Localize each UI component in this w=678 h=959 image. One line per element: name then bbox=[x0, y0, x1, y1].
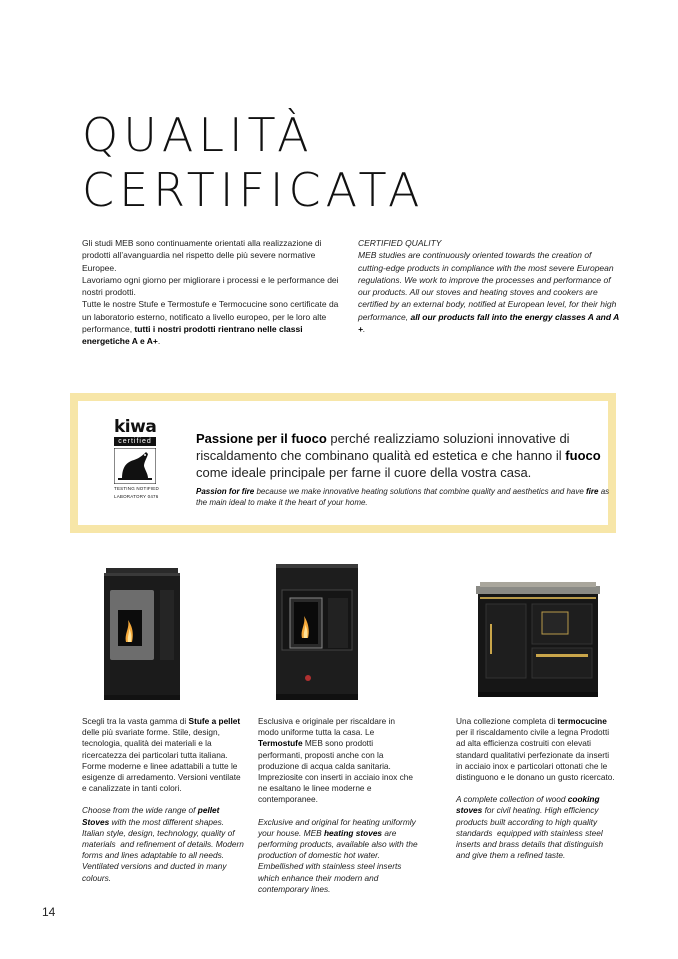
intro-english bbox=[358, 237, 631, 335]
intro-it-p1: Gli studi MEB sono continuamente orientati alla realizzazione di prodotti all’avanguardia nel rispetto delle più severe normative Europee. bbox=[82, 238, 322, 273]
passion-en-bold-2: fire bbox=[586, 487, 599, 496]
product-1-en-pre: Choose from the wide range of bbox=[82, 805, 198, 816]
passion-it-bold: Passione per il fuoco bbox=[196, 431, 327, 446]
kiwa-logo bbox=[114, 419, 164, 501]
product-2-en-post: are performing products, available also with the production of domestic hot water. Embellished with stainless steel inserts which enhance their modern and contemporary lines. bbox=[258, 827, 418, 894]
intro-it-p3 bbox=[82, 298, 348, 347]
product-1-text bbox=[82, 716, 247, 884]
kiwa-lab-line-1: TESTING NOTIFIED bbox=[114, 486, 159, 491]
intro-en-body bbox=[358, 249, 631, 335]
product-1-en-bold: pellet Stoves bbox=[82, 805, 222, 827]
kiwa-certified-label: certified bbox=[114, 437, 156, 446]
kiwa-lab-line-2: LABORATORY 0476 bbox=[114, 493, 159, 499]
product-1-en-post: with the most different shapes. Italian style, design, technology, quality of materials and refinement of details. Modern forms and lines adaptable to all needs. Ventilated versions and ducted in many colours. bbox=[82, 816, 247, 883]
title-line-2: CERTIFICATA bbox=[82, 163, 425, 217]
intro-it-p3-text: Tutte le nostre Stufe e Termostufe e Termocucine sono certificate da un laboratorio esterno, notificato a livello europeo, per le loro alte performance, bbox=[82, 299, 339, 335]
passion-en-text-2: as the main ideal to make it the heart of your home. bbox=[196, 487, 610, 507]
intro-en-heading: CERTIFIED QUALITY bbox=[358, 238, 442, 248]
product-2-it-pre: Esclusiva e originale per riscaldare in modo uniforme tutta la casa. Le bbox=[258, 716, 395, 738]
product-1-english bbox=[82, 805, 247, 883]
passion-it-text-1: perché realizziamo soluzioni innovative di riscaldamento che combinano qualità ed estetica e che hanno il bbox=[196, 431, 570, 463]
intro-en-body-text: MEB studies are continuously oriented towards the creation of cutting-edge products in compliance with the most severe European regulations. We work to improve the processes and performance of our products. All our stoves and heating stoves and cookers are certified by an external body, notified at European level, for their high performance, bbox=[358, 250, 631, 322]
product-2-en-pre: Exclusive and original for heating uniformly your house. MEB bbox=[258, 816, 416, 838]
product-2-english bbox=[258, 817, 418, 895]
intro-it-p3-bold: tutti i nostri prodotti rientrano nelle classi energetiche A e A+ bbox=[82, 324, 303, 347]
kiwa-animal-icon bbox=[114, 448, 156, 484]
title-line-1: QUALITÀ bbox=[82, 108, 314, 162]
page-title bbox=[82, 108, 425, 218]
cooking-stove-image bbox=[472, 580, 602, 700]
pellet-stove-image bbox=[98, 568, 186, 703]
kiwa-logo-text: kiwa bbox=[114, 417, 157, 437]
certification-banner-inner bbox=[78, 401, 608, 525]
passion-text-italian bbox=[196, 430, 606, 481]
product-3-it-post: per il riscaldamento civile a legna Prodotti ad alta efficienza costruiti con elevati standard qualitativi perfezionate da inserti in acciaio inox e particolari ottonati che le distinguono e le donano un gusto ricercato. bbox=[456, 727, 615, 783]
intro-en-end: . bbox=[362, 324, 366, 335]
passion-it-bold-2: fuoco bbox=[565, 448, 601, 463]
page-number: 14 bbox=[42, 905, 56, 919]
passion-en-bold: Passion for fire bbox=[196, 487, 255, 496]
intro-it-p2: Lavoriamo ogni giorno per migliorare i processi e le performance dei nostri prodotti. bbox=[82, 274, 339, 298]
product-1-it-bold: Stufe a pellet bbox=[188, 716, 241, 726]
product-1-it-post: delle più svariate forme. Stile, design, tecnologia, qualità dei materiali e la ricercatezza dei particolari tutta italiana. Forme moderne e linee adattabili a tutte le esigenze di arredamento. Versioni ventilate e canalizzate in tanti colori. bbox=[82, 727, 241, 794]
product-2-it-bold: Termostufe bbox=[258, 738, 303, 749]
heating-stove-image bbox=[272, 560, 362, 703]
product-2-it-post: MEB sono prodotti performanti, proposti anche con la produzione di acqua calda sanitaria. Impreziosite con inserti in acciaio inox che ne esaltano le linee moderne e contemporanee. bbox=[258, 738, 413, 805]
product-1-it-pre: Scegli tra la vasta gamma di bbox=[82, 716, 189, 726]
product-3-english bbox=[456, 794, 616, 861]
intro-it-p3-end: . bbox=[157, 336, 161, 347]
product-2-text bbox=[258, 716, 418, 895]
product-3-italian bbox=[456, 716, 616, 783]
product-3-en-post: for civil heating. High efficiency products built according to high quality standards equipped with stainless steel inserts and brass details that distinguish and give them a refined taste. bbox=[456, 805, 606, 861]
intro-italian bbox=[82, 237, 348, 348]
product-3-en-pre: A complete collection of wood bbox=[456, 794, 568, 805]
product-1-italian bbox=[82, 716, 247, 794]
passion-en-text-1: because we make innovative heating solutions that combine quality and aesthetics and have bbox=[254, 487, 587, 496]
intro-en-bold: all our products fall into the energy classes A and A + bbox=[358, 311, 619, 335]
certification-banner bbox=[70, 393, 616, 533]
passion-text-english bbox=[196, 486, 616, 508]
product-2-italian bbox=[258, 716, 418, 806]
product-3-text bbox=[456, 716, 616, 861]
passion-it-text-2: come ideale principale per farne il cuore della vostra casa. bbox=[196, 465, 532, 480]
product-3-en-bold: cooking stoves bbox=[456, 794, 602, 816]
product-3-it-pre: Una collezione completa di bbox=[456, 716, 558, 726]
product-2-en-bold: heating stoves bbox=[323, 827, 383, 838]
product-3-it-bold: termocucine bbox=[557, 716, 607, 726]
